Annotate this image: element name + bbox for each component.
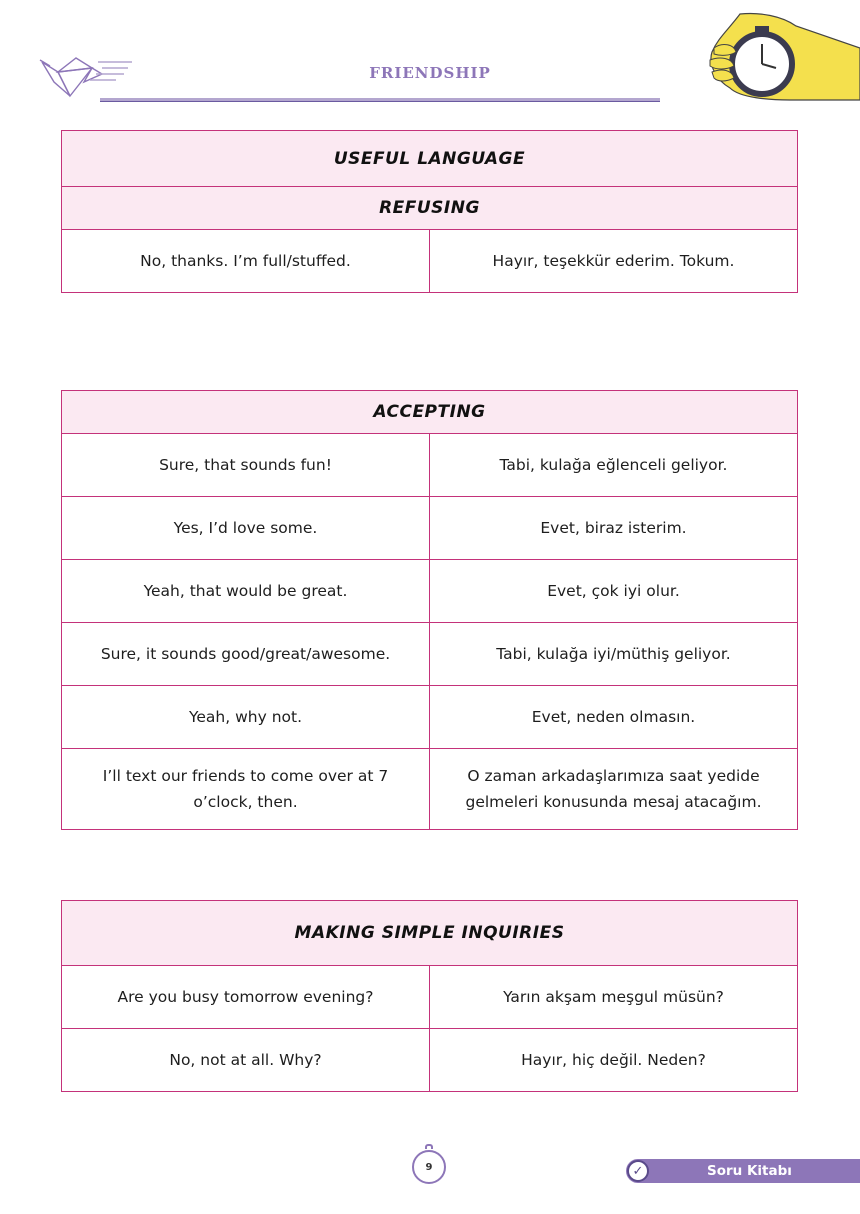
phrase-turkish: Tabi, kulağa iyi/müthiş geliyor. (496, 644, 731, 663)
table-row (62, 748, 797, 829)
table-row (62, 229, 797, 292)
page-header (0, 0, 860, 110)
table-row (62, 622, 797, 685)
check-circle-icon: ✓ (627, 1160, 649, 1182)
phrase-english: No, thanks. I’m full/stuffed. (62, 230, 430, 292)
phrase-english: Sure, that sounds fun! (62, 434, 430, 496)
table-row (62, 685, 797, 748)
accepting-heading: ACCEPTING (62, 391, 797, 433)
footer-label: Soru Kitabı (707, 1163, 792, 1179)
table-row (62, 559, 797, 622)
refusing-table (61, 130, 798, 293)
phrase-english: No, not at all. Why? (62, 1029, 430, 1091)
phrase-english: I’ll text our friends to come over at 7 o’clock, then. (62, 749, 430, 829)
phrase-turkish: O zaman arkadaşlarımıza saat yedide gelmeleri konusunda mesaj atacağım. (465, 766, 762, 811)
phrase-turkish: Evet, biraz isterim. (540, 518, 687, 537)
phrase-english: Are you busy tomorrow evening? (62, 966, 430, 1028)
phrase-turkish: Yarın akşam meşgul müsün? (503, 987, 724, 1006)
phrase-turkish: Hayır, hiç değil. Neden? (521, 1050, 706, 1069)
hand-stopwatch-icon (700, 8, 860, 108)
phrase-turkish: Tabi, kulağa eğlenceli geliyor. (499, 455, 728, 474)
table-row (62, 433, 797, 496)
phrase-english: Yeah, that would be great. (62, 560, 430, 622)
accepting-table (61, 390, 798, 830)
phrase-english: Yes, I’d love some. (62, 497, 430, 559)
inquiries-heading: MAKING SIMPLE INQUIRIES (62, 901, 797, 965)
phrase-turkish: Evet, neden olmasın. (531, 707, 696, 726)
footer-book-label (626, 1159, 860, 1183)
header-divider-thin (100, 101, 660, 102)
table-row (62, 965, 797, 1028)
table-row (62, 1028, 797, 1091)
phrase-turkish: Evet, çok iyi olur. (547, 581, 680, 600)
phrase-english: Sure, it sounds good/great/awesome. (62, 623, 430, 685)
refusing-heading: REFUSING (62, 187, 797, 229)
page-title: FRIENDSHIP (369, 64, 491, 82)
useful-language-heading: USEFUL LANGUAGE (62, 131, 797, 186)
table-row (62, 496, 797, 559)
inquiries-table (61, 900, 798, 1092)
page-number: 9 (412, 1150, 446, 1184)
stopwatch-knob-icon (425, 1144, 433, 1149)
phrase-turkish: Hayır, teşekkür ederim. Tokum. (492, 251, 735, 270)
phrase-english: Yeah, why not. (62, 686, 430, 748)
